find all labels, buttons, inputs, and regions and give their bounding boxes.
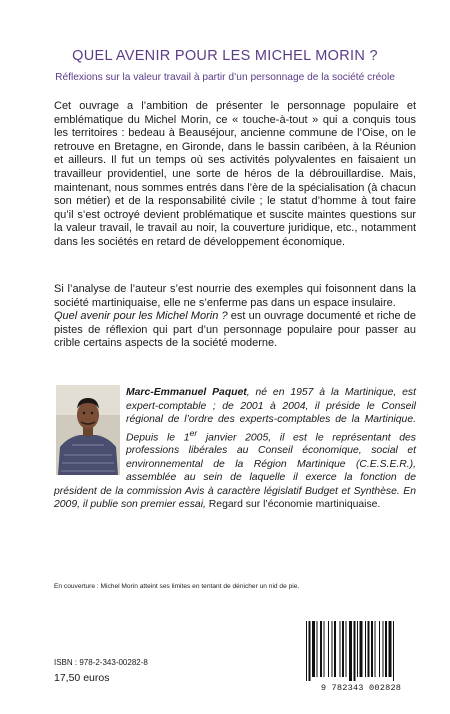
isbn: ISBN : 978-2-343-00282-8 [54, 658, 148, 667]
author-bio-part-2: janvier 2005, il est le représentant des professions libérales au Conseil économique, social et environnemental de la Région Martinique (C.E.S.E.R.), assemblée au sein de laquelle il exerce la fonction de président de la commission Avis à caractère législatif Budget et Synthèse. En 2009, il publie son premier essai, [54, 431, 417, 511]
description-paragraph-2 [54, 283, 416, 351]
paragraph-2-start: Si l’analyse de l’auteur s’est nourrie des exemples qui foisonnent dans la société martiniquaise, elle ne s’enferme pas dans un espace insulaire. [54, 283, 416, 309]
book-title: QUEL AVENIR POUR LES MICHEL MORIN ? [72, 48, 378, 64]
author-bio [54, 386, 416, 512]
author-name: Marc-Emmanuel Paquet [126, 387, 247, 398]
author-essay-title: Regard sur l’économie martiniquaise. [208, 499, 381, 511]
barcode-icon [302, 621, 420, 681]
price: 17,50 euros [54, 672, 110, 684]
author-bio-superscript: er [189, 427, 198, 438]
barcode-number: 9 782343 002828 [320, 683, 402, 693]
paragraph-2-end: est un ouvrage documenté et riche de pistes de réflexion qui part d’un personnage populaire pour passer au crible certains aspects de la société moderne. [54, 310, 416, 350]
book-subtitle: Réflexions sur la valeur travail à partir d’un personnage de la société créole [55, 72, 395, 83]
book-title-italic: Quel avenir pour les Michel Morin ? [54, 310, 228, 323]
author-bio-part-1: , né en 1957 à la Martinique, est expert-comptable ; de 2001 à 2004, il préside le Conseil régional de l’ordre des experts-comptables de la Martinique. Depuis le 1 [126, 387, 416, 443]
cover-caption: En couverture : Michel Morin atteint ses limites en tentant de dénicher un nid de pie. [54, 583, 300, 590]
description-paragraph-1: Cet ouvrage a l’ambition de présenter le personnage populaire et emblématique du Michel Morin, ce « touche-à-tout » qui a conquis tous les territoires : bedeau à Beauséjour, ancienne commune de l’Oise, on le retrouve en Bretagne, en Gironde, dans le bassin caribéen, à la Réunion et ailleurs. Il fut un temps où ses activités polyvalentes en faisaient un travailleur providentiel, une sorte de héros de la débrouillardise. Mais, maintenant, nous sommes entrés dans l’ère de la spécialisation (à chacun son métier) et de la responsabilité civile ; le statut d’homme à tout faire qu’il s’est octroyé devient problématique et suscite maintes questions sur la valeur travail, le travail au noir, la couverture juridique, etc., notamment dans les sociétés en retard de développement économique. [54, 100, 416, 248]
